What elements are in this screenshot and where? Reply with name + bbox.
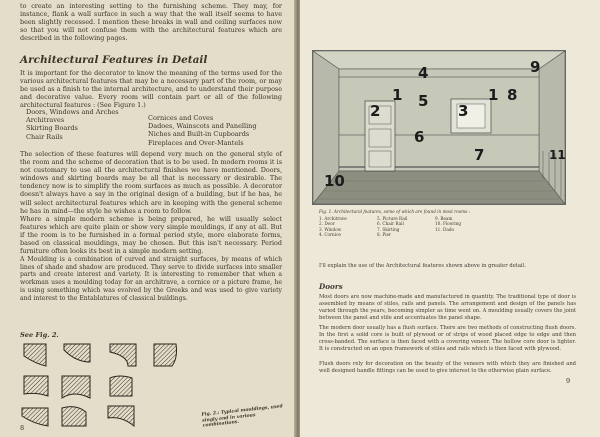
room-number: 3 [458, 102, 469, 120]
legend-item: 6. Chair Rail [377, 221, 404, 227]
fig2-caption: Fig. 2.: Typical mouldings, used singly and in various combinations. [201, 404, 283, 429]
feature-item: Chair Rails [26, 132, 63, 141]
room-illustration [312, 50, 566, 205]
moulding-ovolo [24, 344, 46, 366]
feature-item: Niches and Built-in Cupboards [148, 130, 250, 139]
feature-item: Cornices and Coves [148, 114, 214, 122]
legend-item: 10. Flooring [435, 221, 461, 227]
transition-text: I'll explain the use of the Architectural features shown above in greater detail. [319, 263, 526, 269]
moulding-ogee [62, 407, 86, 426]
room-number: 1 [488, 86, 499, 104]
features-list-right [148, 114, 257, 147]
moulding-scotia [24, 376, 48, 396]
room-number: 7 [474, 146, 485, 164]
feature-item: Fireplaces and Over-Mantels [148, 138, 244, 147]
doors-heading: Doors [319, 282, 343, 291]
paragraph-1: It is important for the decorator to know the meaning of the terms used for the various architectural features that may be a necessary part of the room, or may be used as a finish to the internal architecture, and to understand their purpose and decorative value. Every room will contain part or all of the following architectural features : (See Figure 1.) [20, 69, 282, 110]
legend-item: 4. Cornice [319, 232, 341, 238]
room-number: 2 [370, 102, 381, 120]
room-number: 6 [414, 128, 425, 146]
feature-item: Doors, Windows and Arches [26, 108, 119, 116]
legend-item: 7. Skirting [377, 226, 400, 232]
legend-item: 8. Pier [377, 232, 391, 238]
feature-item: Dadoes, Wainscots and Panelling [148, 122, 257, 131]
room-number: 8 [507, 86, 518, 104]
moulding-reed [108, 406, 134, 426]
moulding-cyma [110, 344, 136, 366]
left-page [0, 0, 296, 437]
legend-item: 5. Picture Rail [377, 216, 408, 221]
room-number: 9 [530, 58, 541, 76]
moulding-astragal [110, 376, 132, 396]
fig1-caption: Fig. 1. Architectural features, some of which are found in most rooms : [319, 209, 471, 214]
room-number: 1 [392, 86, 403, 104]
legend-item: 11. Dado [435, 226, 455, 232]
moulding-bead [62, 376, 90, 398]
doors-paragraph-3: Flush doors rely for decoration on the beauty of the veneers with which they are finished and well designed handle fittings can be used to give interest to the otherwise plain surface. [319, 361, 576, 374]
legend-item: 2. Door [319, 221, 335, 227]
legend-item: 3. Window [319, 226, 342, 232]
feature-item: Architraves [26, 116, 65, 125]
doors-paragraph-1: Most doors are now machine-made and manufactured in quantity. The traditional type of door is assembled by means of stiles, rails and panels. The arrangement and design of the panels has varied through the years, becoming simpler as time went on. A moulding usually covers the joint between the panel and stile and accentuates the panel shape. [319, 294, 576, 321]
doors-paragraph-2: The modern door usually has a flush surface. There are two methods of constructing flush doors. In the first a solid core is built of plywood or of strips of wood placed edge to edge and then cross-banded. The surface is then faced with a covering veneer. The hollow core door is lighter. It is constructed on an open framework of stiles and rails which is then faced with plywood. [319, 325, 576, 352]
intro-paragraph: to create an interesting setting to the furnishing scheme. They may, for instance, flank a wall surface in such a way that the wall itself seems to have been slightly recessed. I mention these breaks in wall and ceiling surfaces now so that you will not confuse them with the architectural features which are described in the following pages. [20, 2, 282, 43]
figure-reference: See Fig. 2. [20, 331, 59, 339]
room-number: 4 [418, 64, 429, 82]
room-number: 10 [324, 172, 345, 190]
paragraph-4: A Moulding is a combination of curved and straight surfaces, by means of which lines of shade and shadow are produced. They serve to divide surfaces into smaller parts and create interest and variety. It is interesting to remember that when a workman uses a moulding today for an architrave, a cornice or a picture frame, he is using something which was evolved by the Greeks and was used to give variety and interest to the Entablatures of classical buildings. [20, 256, 282, 302]
feature-item: Skirting Boards [26, 124, 78, 133]
moulding-torus [154, 344, 177, 366]
moulding-cavetto [64, 344, 90, 362]
legend-item: 9. Beam [435, 216, 453, 221]
fig1-legend [319, 216, 493, 238]
section-heading: Architectural Features in Detail [20, 54, 208, 66]
page-number: 8 [20, 424, 25, 432]
mouldings-illustration [18, 338, 218, 430]
paragraph-3: Where a simple modern scheme is being prepared, he will usually select features which are quite plain or show very simple mouldings, if any at all. But if the room is to be furnished in a formal period style, more elaborate forms, based on classical mouldings, may be chosen. But this isn't necessary. Period furniture often looks its best in a simple modern setting. [20, 215, 282, 256]
features-list-left [26, 108, 119, 141]
room-number: 11 [549, 148, 566, 162]
room-number: 5 [418, 92, 429, 110]
page-number: 9 [566, 377, 571, 385]
paragraph-2: The selection of these features will depend very much on the general style of the room and the scheme of decoration that is to be used. In modern rooms it is not customary to use all the architectural finishes we have mentioned. Doors, windows and skirting boards may be all that is necessary or desirable. The tendency now is to simplify the room surfaces as much as possible. A decorator doesn't always have a say in the original design of a building, but if he has, he will select architectural features which are in keeping with the general scheme he has in mind—the style he wishes a room to follow. [20, 150, 282, 215]
legend-item: 1. Architrave [319, 216, 347, 221]
moulding-fillet [22, 408, 48, 426]
